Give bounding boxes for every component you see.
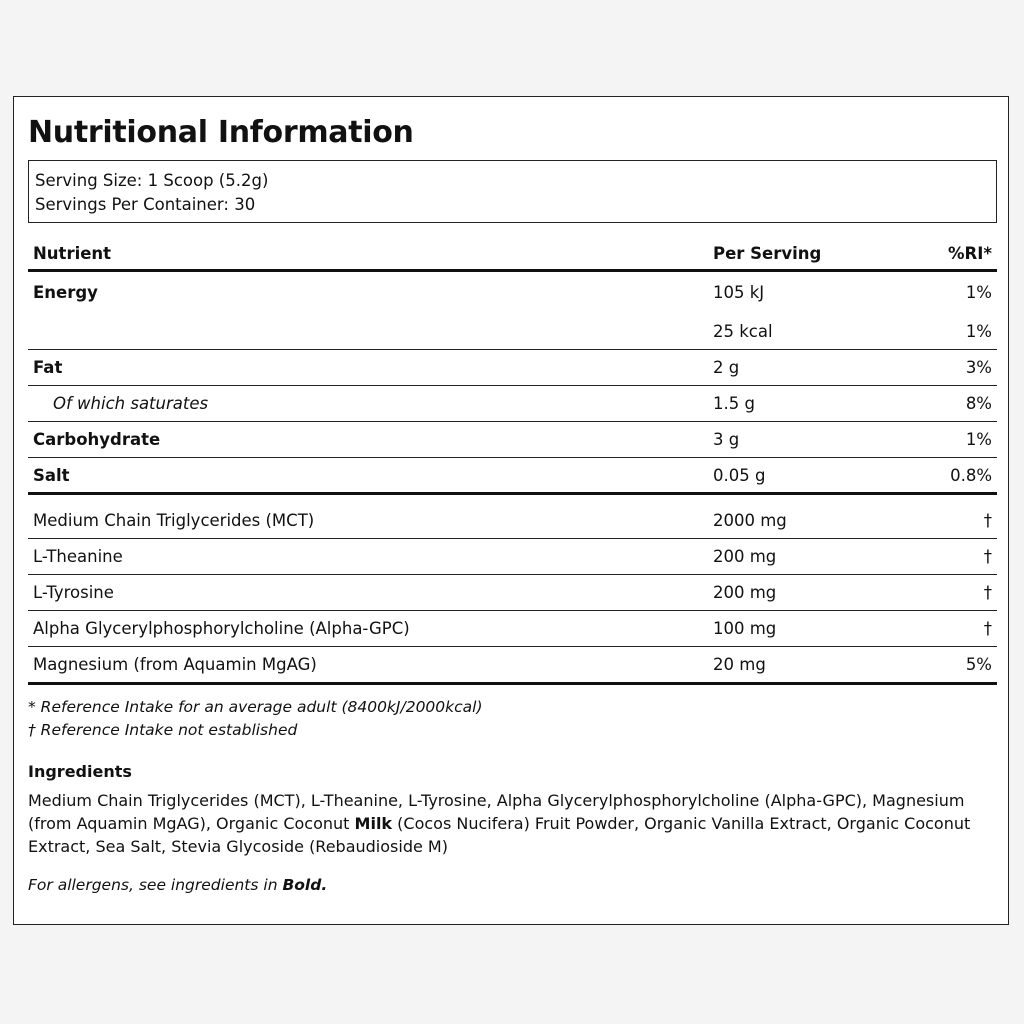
nutrient-ri: 1% (965, 430, 992, 449)
nutrient-name: L-Theanine (33, 547, 123, 566)
nutrient-ri: 1% (965, 321, 992, 341)
nutrient-value: 0.05 g (713, 465, 766, 485)
nutrient-name: Magnesium (from Aquamin MgAG) (33, 655, 317, 674)
allergen-note-bold: Bold. (282, 876, 328, 894)
nutrient-value: 2000 mg (713, 511, 787, 530)
nutrient-value: 2 g (713, 358, 740, 377)
page-title: Nutritional Information (28, 115, 414, 150)
table-row-active (28, 539, 997, 575)
nutrient-name: Alpha Glycerylphosphorylcholine (Alpha-GPC) (33, 619, 410, 638)
table-row-active (28, 495, 997, 539)
nutrient-ri: 3% (965, 358, 992, 377)
ingredients-text-part: Medium Chain Triglycerides (MCT), L-Theanine, L-Tyrosine, Alpha Glycerylphosphorylcholine (Alpha-GPC), Magnesium (from Aquamin MgAG), Organic Coconut (28, 791, 965, 833)
nutrition-panel (13, 96, 1009, 925)
ingredients-heading: Ingredients (28, 762, 132, 781)
table-row-active (28, 611, 997, 647)
nutrient-value: 3 g (713, 430, 740, 449)
nutrient-name: Carbohydrate (33, 430, 161, 449)
allergen-note (28, 874, 327, 896)
serving-info-box (28, 160, 997, 223)
nutrient-ri: 5% (965, 655, 992, 674)
header-nutrient: Nutrient (33, 243, 112, 263)
serving-size: Serving Size: 1 Scoop (5.2g) (35, 171, 269, 190)
nutrient-ri: † (983, 583, 992, 602)
nutrient-value: 200 mg (713, 547, 777, 566)
nutrient-value: 105 kJ (713, 283, 765, 302)
nutrient-name: Medium Chain Triglycerides (MCT) (33, 511, 315, 530)
dagger-footnote: † Reference Intake not established (28, 721, 298, 739)
allergen-ingredient: Milk (354, 814, 393, 833)
nutrient-value: 200 mg (713, 583, 777, 602)
nutrient-name: Energy (33, 283, 98, 302)
table-row-carbohydrate (28, 422, 997, 458)
table-header-row (28, 237, 997, 272)
table-row-saturates (28, 386, 997, 422)
nutrient-value: 25 kcal (713, 321, 773, 341)
nutrient-name: L-Tyrosine (33, 583, 114, 602)
header-per-serving: Per Serving (713, 243, 822, 263)
nutrient-ri: 0.8% (950, 465, 992, 485)
allergen-note-text: For allergens, see ingredients in (28, 876, 283, 894)
servings-per-container: Servings Per Container: 30 (35, 195, 256, 214)
table-row-salt (28, 458, 997, 495)
table-row-active (28, 575, 997, 611)
nutrient-value: 1.5 g (713, 394, 755, 413)
ingredients-text (28, 789, 993, 858)
nutrient-value: 20 mg (713, 655, 766, 674)
nutrient-ri: † (983, 547, 992, 566)
table-row-energy-kj (28, 272, 997, 313)
header-ri: %RI* (947, 243, 992, 263)
ingredients-text-part: (Cocos Nucifera) Fruit Powder, Organic Vanilla Extract, Organic Coconut Extract, Sea Salt, Stevia Glycoside (Rebaudioside M) (28, 814, 971, 856)
table-row-fat (28, 350, 997, 386)
nutrient-name: Fat (33, 358, 63, 377)
nutrient-name: Of which saturates (53, 394, 209, 413)
nutrient-name: Salt (33, 465, 70, 485)
nutrient-value: 100 mg (713, 619, 777, 638)
table-row-active (28, 647, 997, 685)
nutrient-ri: † (983, 619, 992, 638)
ri-footnote: * Reference Intake for an average adult (8400kJ/2000kcal) (28, 698, 483, 716)
nutrient-ri: 8% (965, 394, 992, 413)
nutrition-table (28, 237, 997, 685)
footnotes (28, 696, 483, 742)
table-row-energy-kcal (28, 313, 997, 350)
nutrient-ri: † (983, 511, 992, 530)
nutrient-ri: 1% (965, 283, 992, 302)
